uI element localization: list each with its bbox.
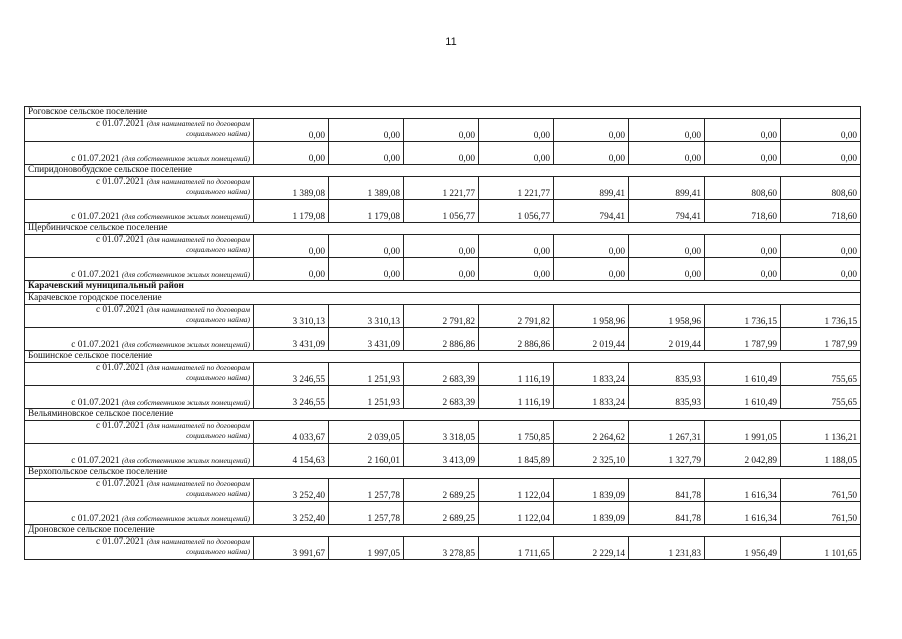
value-cell: 0,00 [705,258,781,281]
row-note: (для собственников жилых помещений) [121,212,250,221]
value-cell: 2 229,14 [554,537,629,560]
value-cell: 2 791,82 [479,305,554,328]
value-cell: 1 616,34 [705,502,781,525]
value-cell: 1 231,83 [629,537,705,560]
table-row [25,223,861,235]
value-cell: 2 264,62 [554,421,629,444]
value-cell: 0,00 [404,119,479,142]
value-cell: 1 736,15 [781,305,861,328]
value-cell: 0,00 [254,119,329,142]
value-cell: 1 101,65 [781,537,861,560]
table-row [25,421,861,444]
value-cell: 755,65 [781,363,861,386]
value-cell: 0,00 [629,142,705,165]
value-cell: 1 251,93 [329,363,404,386]
value-cell: 1 221,77 [404,177,479,200]
row-note: (для нанимателей по договорам [146,363,250,372]
value-cell: 1 179,08 [329,200,404,223]
value-cell: 0,00 [479,258,554,281]
value-cell: 1 136,21 [781,421,861,444]
value-cell: 1 750,85 [479,421,554,444]
value-cell: 808,60 [781,177,861,200]
value-cell: 1 610,49 [705,386,781,409]
row-date: с 01.07.2021 [95,537,145,547]
table-row [25,281,861,293]
row-note: (для нанимателей по договорам [146,119,250,128]
value-cell: 0,00 [554,235,629,258]
table-row [25,107,861,119]
value-cell: 808,60 [705,177,781,200]
row-label-tenants [25,235,254,258]
table-row [25,177,861,200]
row-label-tenants [25,421,254,444]
row-date: с 01.07.2021 [71,212,120,222]
row-note: (для собственников жилых помещений) [121,154,250,163]
table-row [25,502,861,525]
value-cell: 2 039,05 [329,421,404,444]
value-cell: 1 389,08 [254,177,329,200]
value-cell: 2 042,89 [705,444,781,467]
value-cell: 2 689,25 [404,479,479,502]
value-cell: 1 122,04 [479,479,554,502]
value-cell: 2 886,86 [479,328,554,351]
value-cell: 835,93 [629,363,705,386]
row-note: (для собственников жилых помещений) [121,514,250,523]
value-cell: 899,41 [629,177,705,200]
value-cell: 0,00 [479,142,554,165]
value-cell: 1 958,96 [629,305,705,328]
row-date: с 01.07.2021 [71,154,120,164]
value-cell: 0,00 [781,119,861,142]
row-note: социального найма) [186,245,250,254]
row-note: (для нанимателей по договорам [146,479,250,488]
value-cell: 3 310,13 [254,305,329,328]
value-cell: 2 683,39 [404,363,479,386]
row-note: социального найма) [186,431,250,440]
row-date: с 01.07.2021 [95,479,145,489]
value-cell: 841,78 [629,502,705,525]
value-cell: 0,00 [254,258,329,281]
value-cell: 1 116,19 [479,386,554,409]
row-label-tenants [25,305,254,328]
value-cell: 0,00 [629,258,705,281]
value-cell: 0,00 [254,142,329,165]
row-note: (для собственников жилых помещений) [121,340,250,349]
row-date: с 01.07.2021 [95,177,145,187]
value-cell: 1 122,04 [479,502,554,525]
table-row [25,363,861,386]
value-cell: 0,00 [705,142,781,165]
row-label-owners [25,258,254,281]
value-cell: 1 833,24 [554,363,629,386]
table-row [25,537,861,560]
value-cell: 3 252,40 [254,479,329,502]
value-cell: 794,41 [629,200,705,223]
value-cell: 718,60 [781,200,861,223]
value-cell: 4 154,63 [254,444,329,467]
section-heading: Верхопольское сельское поселение [25,467,861,479]
value-cell: 3 431,09 [329,328,404,351]
value-cell: 3 991,67 [254,537,329,560]
table-row [25,293,861,305]
table-row [25,351,861,363]
row-date: с 01.07.2021 [71,270,120,280]
row-label-tenants [25,119,254,142]
value-cell: 1 257,78 [329,479,404,502]
table-row [25,200,861,223]
value-cell: 2 886,86 [404,328,479,351]
row-date: с 01.07.2021 [95,363,145,373]
value-cell: 0,00 [404,235,479,258]
value-cell: 3 246,55 [254,363,329,386]
row-date: с 01.07.2021 [95,235,145,245]
section-heading: Карачевское городское поселение [25,293,861,305]
table-row [25,235,861,258]
value-cell: 0,00 [329,235,404,258]
value-cell: 0,00 [781,235,861,258]
row-note: (для собственников жилых помещений) [121,270,250,279]
row-note: социального найма) [186,373,250,382]
table-row [25,165,861,177]
row-label-tenants [25,479,254,502]
row-label-owners [25,386,254,409]
table-row [25,258,861,281]
value-cell: 2 160,01 [329,444,404,467]
value-cell: 3 318,05 [404,421,479,444]
row-label-tenants [25,537,254,560]
value-cell: 835,93 [629,386,705,409]
value-cell: 3 252,40 [254,502,329,525]
value-cell: 3 310,13 [329,305,404,328]
value-cell: 761,50 [781,479,861,502]
value-cell: 1 327,79 [629,444,705,467]
value-cell: 1 221,77 [479,177,554,200]
value-cell: 0,00 [629,235,705,258]
value-cell: 0,00 [705,235,781,258]
section-heading: Щербиничское сельское поселение [25,223,861,235]
value-cell: 0,00 [404,258,479,281]
row-note: социального найма) [186,187,250,196]
value-cell: 0,00 [329,119,404,142]
value-cell: 718,60 [705,200,781,223]
value-cell: 0,00 [781,258,861,281]
value-cell: 1 997,05 [329,537,404,560]
value-cell: 1 833,24 [554,386,629,409]
value-cell: 2 683,39 [404,386,479,409]
row-note: социального найма) [186,547,250,556]
value-cell: 1 958,96 [554,305,629,328]
value-cell: 841,78 [629,479,705,502]
row-date: с 01.07.2021 [95,119,145,129]
row-note: (для собственников жилых помещений) [121,456,250,465]
value-cell: 1 711,65 [479,537,554,560]
table-row [25,525,861,537]
value-cell: 1 616,34 [705,479,781,502]
row-date: с 01.07.2021 [95,305,145,315]
value-cell: 761,50 [781,502,861,525]
value-cell: 2 791,82 [404,305,479,328]
value-cell: 1 839,09 [554,479,629,502]
tariff-table [24,106,861,560]
row-date: с 01.07.2021 [95,421,145,431]
row-date: с 01.07.2021 [71,456,120,466]
value-cell: 0,00 [479,235,554,258]
value-cell: 3 246,55 [254,386,329,409]
section-heading: Роговское сельское поселение [25,107,861,119]
row-label-tenants [25,363,254,386]
row-note: социального найма) [186,129,250,138]
table-row [25,119,861,142]
table-row [25,409,861,421]
value-cell: 0,00 [254,235,329,258]
row-note: (для нанимателей по договорам [146,537,250,546]
row-label-owners [25,502,254,525]
value-cell: 0,00 [329,258,404,281]
value-cell: 899,41 [554,177,629,200]
table-row [25,328,861,351]
value-cell: 1 257,78 [329,502,404,525]
row-note: (для нанимателей по договорам [146,177,250,186]
table-row [25,467,861,479]
value-cell: 0,00 [705,119,781,142]
value-cell: 2 689,25 [404,502,479,525]
row-date: с 01.07.2021 [71,340,120,350]
value-cell: 0,00 [554,119,629,142]
value-cell: 2 325,10 [554,444,629,467]
table-row [25,142,861,165]
value-cell: 2 019,44 [554,328,629,351]
row-date: с 01.07.2021 [71,514,120,524]
value-cell: 2 019,44 [629,328,705,351]
row-label-owners [25,328,254,351]
value-cell: 1 839,09 [554,502,629,525]
value-cell: 1 956,49 [705,537,781,560]
table-row [25,386,861,409]
value-cell: 1 116,19 [479,363,554,386]
value-cell: 755,65 [781,386,861,409]
row-date: с 01.07.2021 [71,398,120,408]
row-label-owners [25,444,254,467]
section-heading: Дроновское сельское поселение [25,525,861,537]
page-number: 11 [445,36,457,48]
value-cell: 0,00 [404,142,479,165]
row-note: социального найма) [186,489,250,498]
value-cell: 1 787,99 [781,328,861,351]
value-cell: 3 278,85 [404,537,479,560]
value-cell: 1 188,05 [781,444,861,467]
row-note: (для собственников жилых помещений) [121,398,250,407]
table-row [25,444,861,467]
value-cell: 1 179,08 [254,200,329,223]
value-cell: 1 845,89 [479,444,554,467]
value-cell: 0,00 [479,119,554,142]
row-label-owners [25,200,254,223]
value-cell: 0,00 [629,119,705,142]
table-row [25,305,861,328]
value-cell: 4 033,67 [254,421,329,444]
district-heading: Карачевский муниципальный район [25,281,861,293]
value-cell: 0,00 [554,258,629,281]
row-note: (для нанимателей по договорам [146,235,250,244]
section-heading: Вельяминовское сельское поселение [25,409,861,421]
value-cell: 0,00 [554,142,629,165]
section-heading: Спиридоновобудское сельское поселение [25,165,861,177]
value-cell: 794,41 [554,200,629,223]
value-cell: 0,00 [329,142,404,165]
value-cell: 3 431,09 [254,328,329,351]
section-heading: Бошинское сельское поселение [25,351,861,363]
value-cell: 1 056,77 [479,200,554,223]
value-cell: 1 991,05 [705,421,781,444]
row-note: социального найма) [186,315,250,324]
value-cell: 3 413,09 [404,444,479,467]
row-note: (для нанимателей по договорам [146,421,250,430]
value-cell: 0,00 [781,142,861,165]
value-cell: 1 056,77 [404,200,479,223]
value-cell: 1 610,49 [705,363,781,386]
row-note: (для нанимателей по договорам [146,305,250,314]
row-label-tenants [25,177,254,200]
value-cell: 1 787,99 [705,328,781,351]
row-label-owners [25,142,254,165]
value-cell: 1 389,08 [329,177,404,200]
value-cell: 1 251,93 [329,386,404,409]
value-cell: 1 267,31 [629,421,705,444]
value-cell: 1 736,15 [705,305,781,328]
table-row [25,479,861,502]
